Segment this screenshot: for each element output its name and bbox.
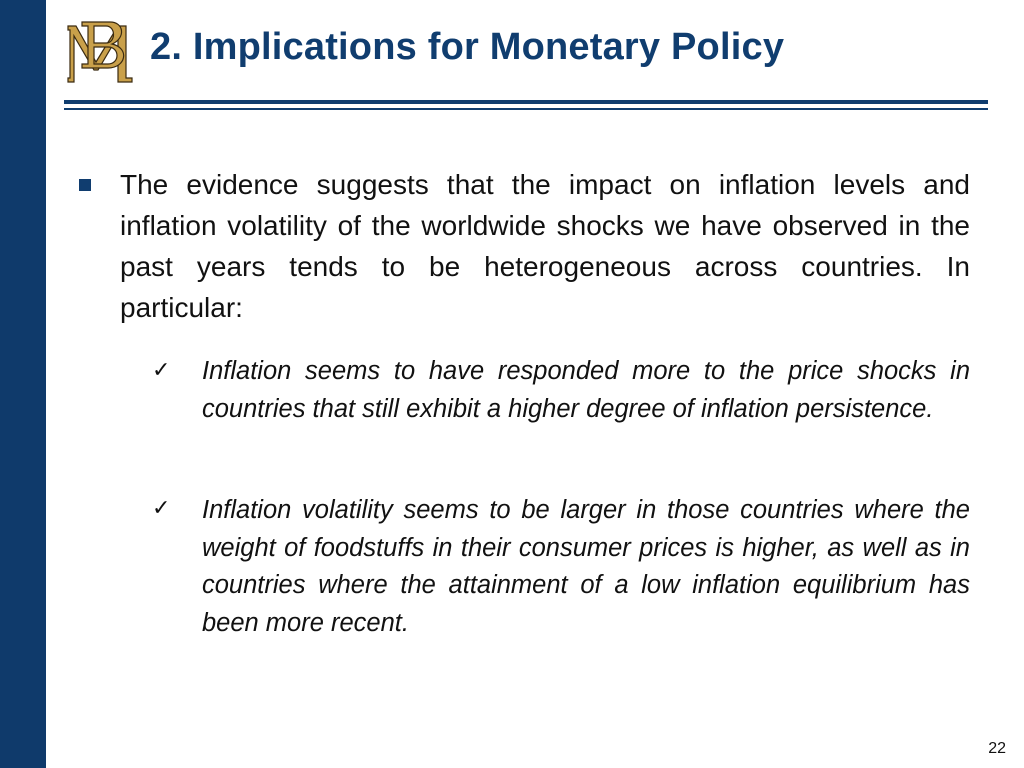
bm-monogram-logo [64,18,136,86]
title-rule-thick [64,100,988,104]
checkmark-icon: ✓ [152,496,171,521]
page-number: 22 [988,740,1006,757]
main-bullet-text: The evidence suggests that the impact on inflation levels and inflation volatility of the worldwide shocks we have observed in the past years tends to be heterogeneous across countries. In particular: [120,169,970,323]
slide-title: 2. Implications for Monetary Policy [150,26,785,68]
square-bullet-icon [79,179,91,191]
title-rule-thin [64,108,988,110]
sub-bullet-text: Inflation seems to have responded more to the price shocks in countries that still exhibit a higher degree of inflation persistence. [202,357,970,423]
left-side-bar [0,0,46,768]
sub-bullet-text: Inflation volatility seems to be larger in those countries where the weight of foodstuffs in their consumer prices is higher, as well as in countries where the attainment of a low inflation equilibrium has been more recent. [202,496,970,637]
checkmark-icon: ✓ [152,358,171,383]
